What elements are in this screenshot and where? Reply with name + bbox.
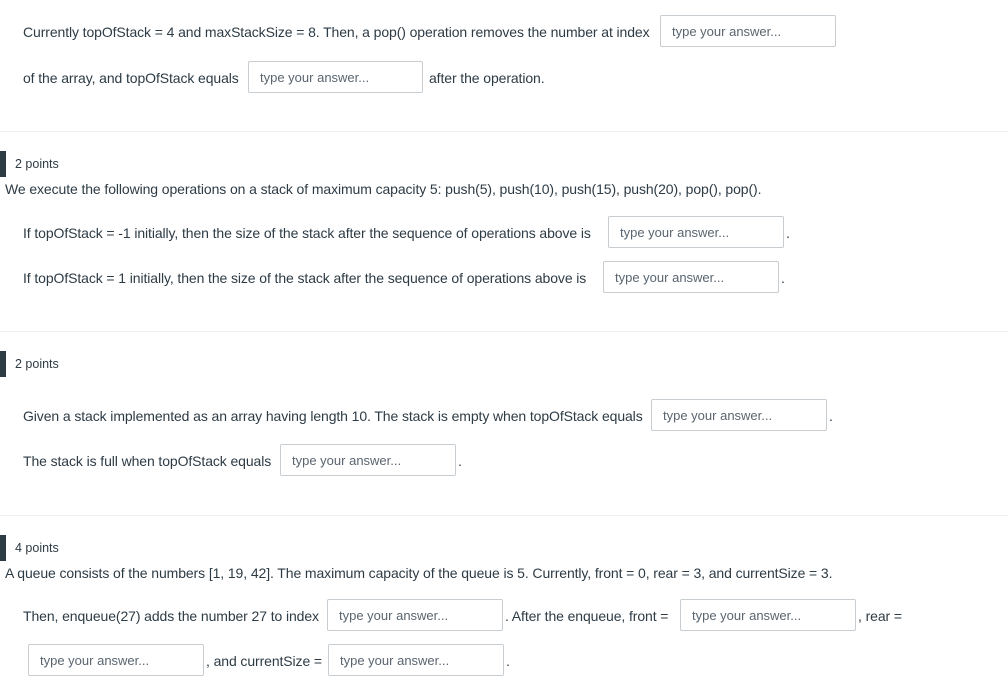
q1-text-line2b: after the operation. [429,70,545,86]
q2-size-1-input[interactable] [603,261,779,293]
q1-index-input[interactable] [660,15,836,47]
q4-text-line1c: , rear = [858,608,902,624]
question-marker [0,151,6,177]
q3-period-1: . [829,408,833,424]
q1-topofstack-input[interactable] [248,61,423,93]
q3-text-line2: The stack is full when topOfStack equals [23,453,272,469]
q2-points: 2 points [15,157,59,171]
q1-text-line1: Currently topOfStack = 4 and maxStackSize = 8. Then, a pop() operation removes the number at index [23,24,650,40]
q4-enqueue-index-input[interactable] [327,599,503,631]
q4-prompt: A queue consists of the numbers [1, 19, 42]. The maximum capacity of the queue is 5. Currently, front = 0, rear = 3, and currentSize = 3. [5,565,833,581]
q3-empty-input[interactable] [651,399,827,431]
q4-text-line1a: Then, enqueue(27) adds the number 27 to index [23,608,319,624]
q2-text-line2: If topOfStack = 1 initially, then the size of the stack after the sequence of operations above is [23,270,587,286]
q4-text-line2a: , and currentSize = [206,653,322,669]
q3-points: 2 points [15,357,59,371]
q4-rear-input[interactable] [28,644,204,676]
q4-points: 4 points [15,541,59,555]
q1-text-line2a: of the array, and topOfStack equals [23,70,239,86]
q2-period-1: . [786,225,790,241]
question-marker [0,351,6,377]
q2-size-minus1-input[interactable] [608,216,784,248]
question-marker [0,535,6,561]
q4-front-input[interactable] [680,599,856,631]
q4-text-line1b: . After the enqueue, front = [505,608,669,624]
q2-text-line1: If topOfStack = -1 initially, then the size of the stack after the sequence of operations above is [23,225,591,241]
question-divider [0,515,1008,516]
question-divider [0,131,1008,132]
q2-period-2: . [781,270,785,286]
q4-period: . [506,653,510,669]
question-divider [0,331,1008,332]
q3-full-input[interactable] [280,444,456,476]
q3-period-2: . [458,453,462,469]
q4-currentsize-input[interactable] [328,644,504,676]
q2-prompt: We execute the following operations on a stack of maximum capacity 5: push(5), push(10), push(15), push(20), pop(), pop(). [5,181,762,197]
q3-text-line1: Given a stack implemented as an array having length 10. The stack is empty when topOfStack equals [23,408,643,424]
